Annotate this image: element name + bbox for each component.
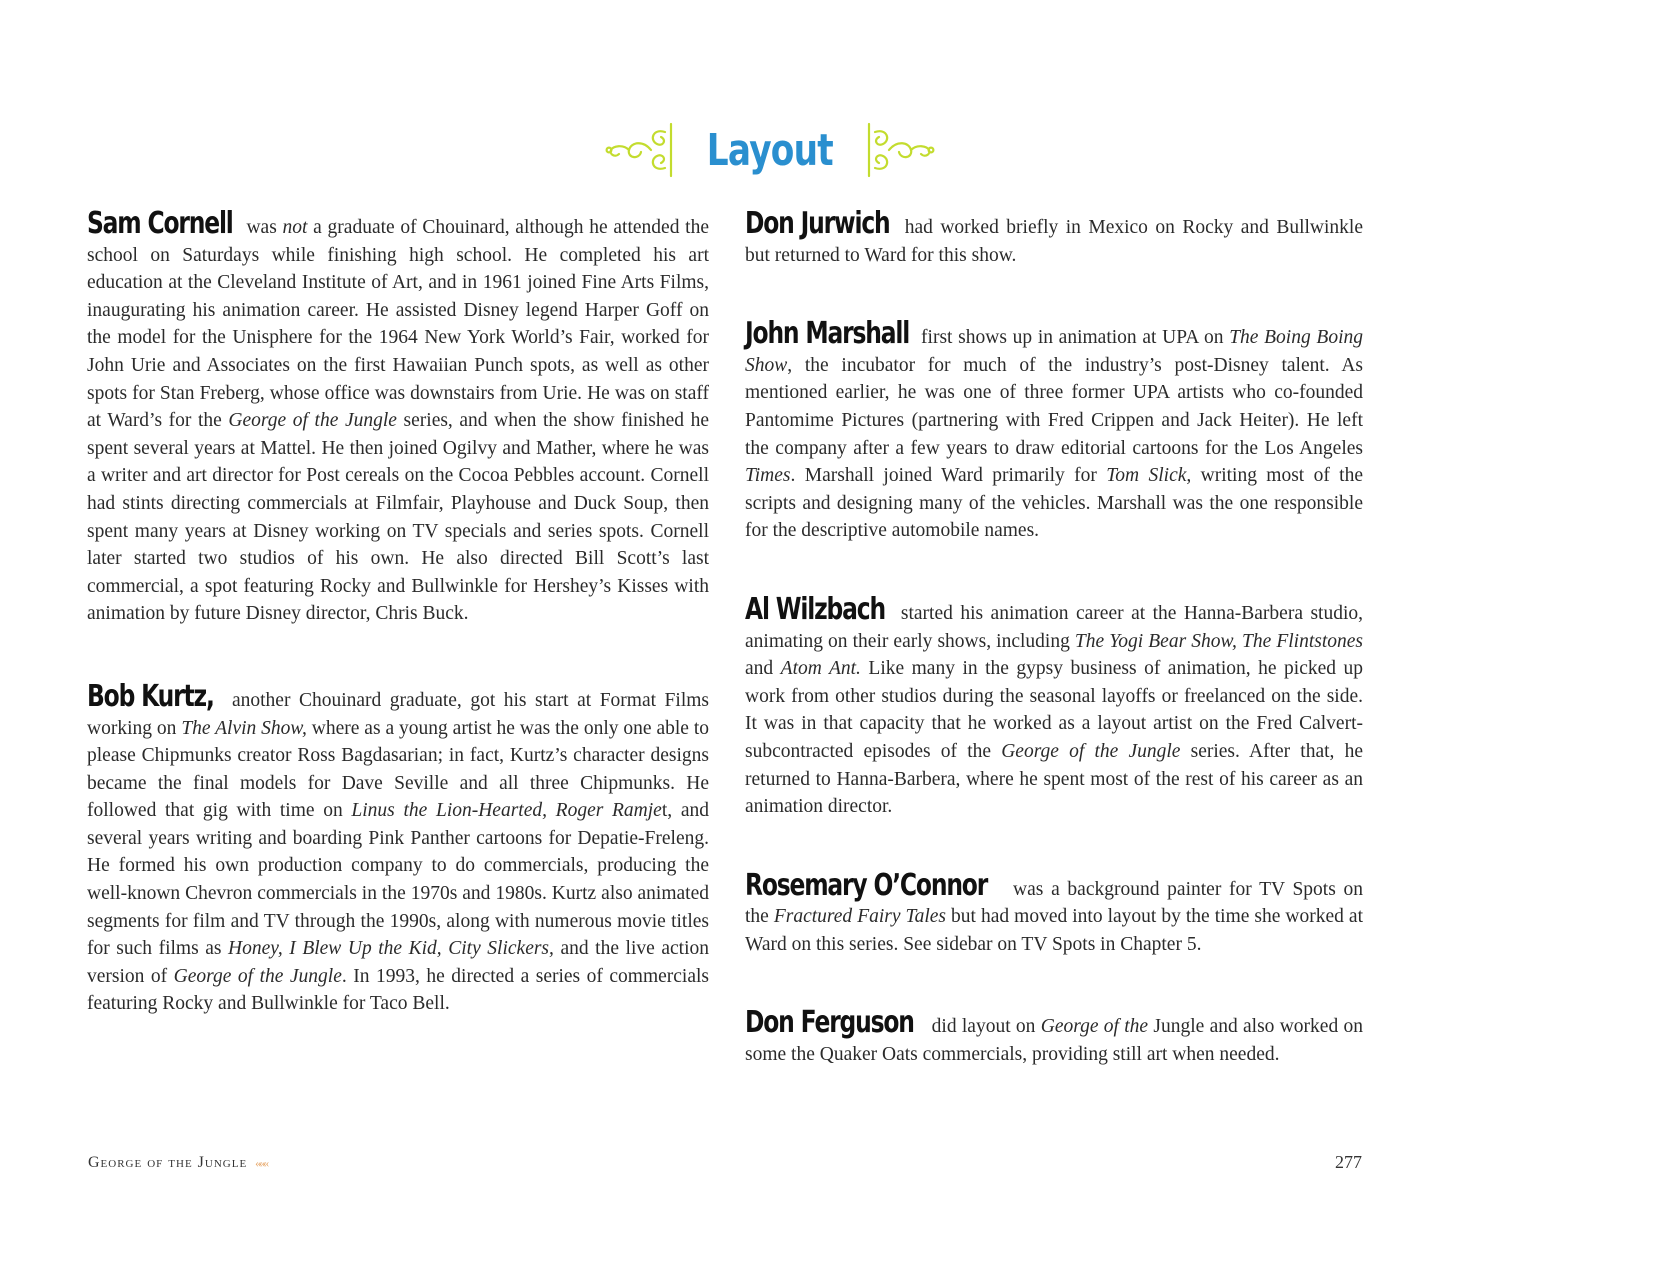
body-text: , the incubator for much of the industry’s post-Disney talent. As mentioned earlier, he was one of three former UPA artists who co-founded Pantomime Pictures (partnering with Fred Crippen and Jack Heiter). He left the company after a few years to draw editorial cartoons for the Los Angeles [745, 354, 1363, 459]
body-text: series, and when the show finished he spent several years at Mattel. He then joined Ogilvy and Mather, where he was a writer and art director for Post cereals on the Cocoa Pebbles account. Cornell had stints directing commercials at Filmfair, Playhouse and Duck Soup, then spent many years at Disney working on TV specials and series spots. Cornell later started two studios of his own. He also directed Bill Scott’s last commercial, a spot featuring Rocky and Bullwinkle for Hershey’s Kisses with animation by future Disney director, Chris Buck. [87, 410, 709, 625]
book-title: George of the Jungle [88, 1154, 248, 1171]
body-text: . Marshall joined Ward primarily for [790, 465, 1107, 487]
italic-title-text: Honey, I Blew Up the Kid, City Slickers, [228, 938, 554, 960]
bio-name: Bob Kurtz, [87, 678, 214, 714]
italic-title-text: Linus the Lion-Hearted, Roger Ramje [351, 800, 662, 822]
italic-title-text: George of the Jungle [228, 410, 397, 432]
bio-name: Sam Cornell [87, 206, 233, 241]
bio-john-marshall [745, 316, 1363, 545]
body-text: series. After that, he returned to Hanna-Barbera, where he spent most of the rest of his career as an animation director. [745, 740, 1363, 818]
body-text: but had moved into layout by the time she worked at Ward on this series. See sidebar on TV Spots in Chapter 5. [745, 906, 1364, 955]
right-flourish-icon [865, 118, 935, 182]
bio-name: Al Wilzbach [745, 591, 885, 627]
body-text: another Chouinard graduate, got his start at Format Films working on [87, 689, 709, 739]
italic-title-text: Fractured Fairy Tales [773, 906, 947, 928]
body-text: a graduate of Chouinard, although he attended the school on Saturdays while finishing high school. He completed his art education at the Cleveland Institute of Art, and in 1961 joined Fine Arts Films, inaugurating his animation career. He assisted Disney legend Harper Goff on the model for the Unisphere for the 1964 New York World’s Fair, worked for John Urie and Associates on the first Hawaiian Punch spots, as well as other spots for Stan Freberg, whose office was downstairs from Urie. He was on staff at Ward’s for the [87, 217, 709, 432]
body-text: Jungle and also worked on some the Quaker Oats commercials, providing still art when needed. [745, 1016, 1363, 1066]
italic-title-text: Tom Slick, [1106, 465, 1192, 487]
bio-bob-kurtz [87, 678, 709, 1018]
bio-don-ferguson [745, 1005, 1363, 1068]
bio-text [745, 603, 1363, 817]
bio-text [87, 217, 709, 624]
body-text: was [240, 217, 283, 238]
bio-name: John Marshall [745, 316, 910, 352]
bio-name: Don Ferguson [745, 1005, 914, 1041]
body-text: . In 1993, he directed a series of commercials featuring Rocky and Bullwinkle for Taco Bell. [87, 965, 709, 1015]
italic-title-text: The Yogi Bear Show, The Flintstones [1074, 630, 1363, 652]
italic-title-text: George of the [1040, 1016, 1149, 1038]
bio-rosemary-oconnor [745, 867, 1364, 959]
body-text: and [745, 658, 781, 680]
bio-text [745, 327, 1363, 541]
body-text: started his animation career at the Hanna-Barbera studio, animating on their early shows, including [745, 602, 1363, 652]
bio-sam-cornell [87, 206, 709, 628]
page-number: 277 [1335, 1152, 1362, 1172]
footer-arrows-icon: ««« [255, 1155, 268, 1170]
bio-text [87, 690, 709, 1015]
body-text: had worked briefly in Mexico on Rocky and Bullwinkle but returned to Ward for this show. [745, 217, 1363, 266]
body-text: t, and several years writing and boarding Pink Panther cartoons for Depatie-Freleng. He formed his own production company to do commercials, producing the well-known Chevron commercials in the 1970s and 1980s. Kurtz also animated segments for film and TV through the 1990s, along with numerous movie titles for such films as [87, 800, 709, 960]
bio-name: Don Jurwich [745, 206, 890, 241]
page-title: Layout [706, 124, 834, 176]
bio-name: Rosemary O’Connor [745, 867, 988, 903]
italic-title-text: not [282, 217, 308, 238]
right-column [745, 206, 1364, 1069]
left-column [87, 206, 709, 1018]
bio-al-wilzbach [745, 591, 1364, 821]
italic-title-text: George of the Jungle [173, 965, 342, 987]
italic-title-text: Times [745, 465, 791, 487]
italic-title-text: George of the Jungle [1001, 740, 1181, 762]
body-text: writing most of the scripts and designing many of the vehicles. Marshall was the one responsible for the descriptive automobile names. [745, 465, 1363, 542]
italic-title-text: Atom Ant. [780, 658, 861, 680]
body-text: and the live action version of [87, 938, 709, 987]
body-text: was a background painter for TV Spots on the [745, 878, 1363, 928]
section-header [0, 118, 1540, 182]
body-text: first shows up in animation at UPA on [915, 327, 1230, 349]
body-text: where as a young artist he was the only one able to please Chipmunks creator Ross Bagdasarian; in fact, Kurtz’s character designs became the final models for Dave Seville and all three Chipmunks. He followed that gig with time on [87, 717, 709, 822]
running-footer [88, 1154, 267, 1172]
body-text: did layout on [926, 1016, 1041, 1038]
italic-title-text: The Boing Boing Show [745, 327, 1363, 376]
left-flourish-icon [605, 118, 675, 182]
body-text: Like many in the gypsy business of animation, he picked up work from other studios during the seasonal layoffs or freelanced on the side. It was in that capacity that he worked as a layout artist on the Fred Calvert-subcontracted episodes of the [745, 658, 1364, 762]
bio-don-jurwich [745, 206, 1363, 269]
italic-title-text: The Alvin Show, [181, 717, 307, 739]
